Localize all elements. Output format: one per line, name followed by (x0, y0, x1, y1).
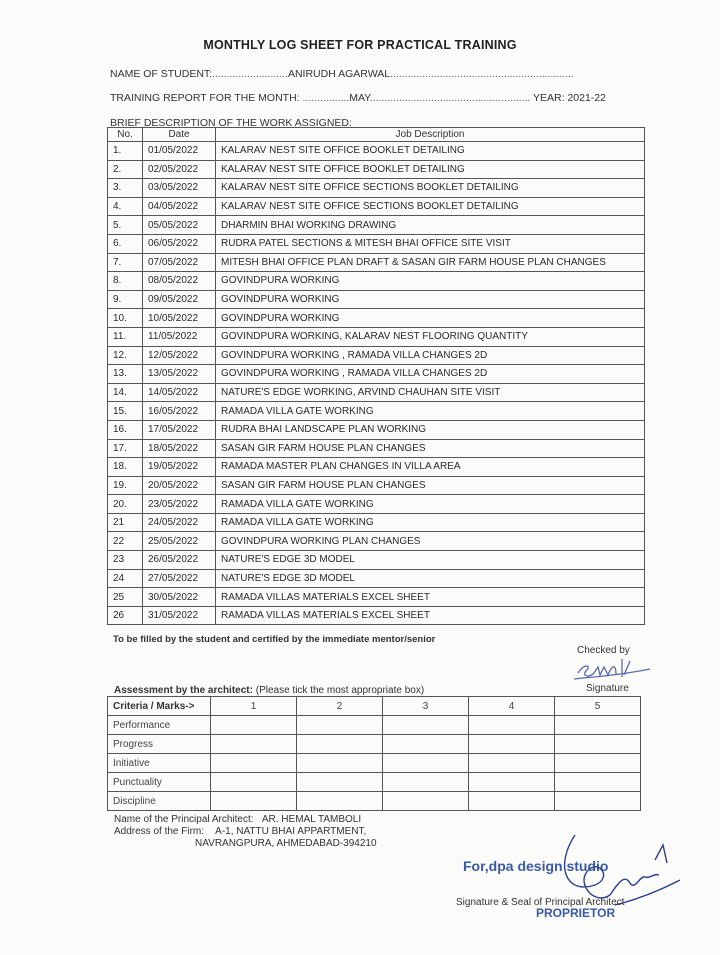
row-number: 5. (108, 216, 143, 235)
mark-box[interactable] (469, 716, 555, 735)
row-date: 18/05/2022 (143, 439, 216, 458)
row-date: 12/05/2022 (143, 346, 216, 365)
criteria-label: Punctuality (108, 773, 211, 792)
student-name-label: NAME OF STUDENT: (110, 68, 213, 80)
row-number: 26 (108, 606, 143, 625)
table-row (108, 309, 645, 328)
row-date: 30/05/2022 (143, 588, 216, 607)
mark-box[interactable] (211, 754, 297, 773)
row-date: 17/05/2022 (143, 420, 216, 439)
row-job-description: KALARAV NEST SITE OFFICE BOOKLET DETAILING (216, 160, 645, 179)
mark-box[interactable] (297, 773, 383, 792)
signature-seal-label: Signature & Seal of Principal Architect (456, 897, 625, 908)
principal-line (114, 814, 361, 825)
table-row (108, 569, 645, 588)
table-row (108, 383, 645, 402)
table-row (108, 439, 645, 458)
assessment-row-performance (108, 716, 641, 735)
row-job-description: NATURE'S EDGE 3D MODEL (216, 551, 645, 570)
year-value: 2021-22 (567, 92, 606, 104)
row-job-description: NATURE'S EDGE 3D MODEL (216, 569, 645, 588)
row-date: 06/05/2022 (143, 234, 216, 253)
student-name-line: NAME OF STUDENT:..........................ANIRUDH AGARWAL............................................................... (110, 68, 574, 80)
mark-box[interactable] (297, 716, 383, 735)
table-row (108, 532, 645, 551)
mark-box[interactable] (469, 773, 555, 792)
row-date: 09/05/2022 (143, 290, 216, 309)
row-date: 31/05/2022 (143, 606, 216, 625)
assessment-row-initiative (108, 754, 641, 773)
mentor-signature (572, 655, 652, 685)
assessment-heading (114, 685, 424, 696)
table-row (108, 551, 645, 570)
signature-label: Signature (586, 683, 629, 694)
row-job-description: RAMADA VILLA GATE WORKING (216, 402, 645, 421)
mark-4: 4 (469, 697, 555, 716)
row-date: 25/05/2022 (143, 532, 216, 551)
row-job-description: RAMADA VILLA GATE WORKING (216, 495, 645, 514)
criteria-label: Initiative (108, 754, 211, 773)
table-row (108, 327, 645, 346)
table-row (108, 216, 645, 235)
row-job-description: SASAN GIR FARM HOUSE PLAN CHANGES (216, 476, 645, 495)
row-date: 02/05/2022 (143, 160, 216, 179)
header-no: No. (108, 128, 143, 142)
row-number: 22 (108, 532, 143, 551)
row-number: 24 (108, 569, 143, 588)
mark-box[interactable] (383, 773, 469, 792)
row-number: 21 (108, 513, 143, 532)
principal-label: Name of the Principal Architect: (114, 814, 254, 825)
row-date: 10/05/2022 (143, 309, 216, 328)
mark-box[interactable] (555, 735, 641, 754)
row-number: 3. (108, 179, 143, 198)
table-row (108, 495, 645, 514)
table-row (108, 365, 645, 384)
criteria-label: Progress (108, 735, 211, 754)
row-job-description: GOVINDPURA WORKING , RAMADA VILLA CHANGES 2D (216, 365, 645, 384)
checked-by-label: Checked by (577, 645, 630, 656)
row-job-description: GOVINDPURA WORKING (216, 272, 645, 291)
table-row (108, 346, 645, 365)
mark-box[interactable] (383, 754, 469, 773)
row-date: 16/05/2022 (143, 402, 216, 421)
mark-box[interactable] (383, 716, 469, 735)
assessment-row-progress (108, 735, 641, 754)
table-row (108, 458, 645, 477)
row-number: 9. (108, 290, 143, 309)
row-number: 7. (108, 253, 143, 272)
row-job-description: GOVINDPURA WORKING (216, 309, 645, 328)
row-date: 24/05/2022 (143, 513, 216, 532)
table-row (108, 513, 645, 532)
mark-box[interactable] (211, 792, 297, 811)
table-row (108, 606, 645, 625)
mark-box[interactable] (297, 735, 383, 754)
header-job-description: Job Description (216, 128, 645, 142)
mark-box[interactable] (383, 792, 469, 811)
report-month-line: TRAINING REPORT FOR THE MONTH: ................MAY....................................................... YEAR: 2021-22 (110, 92, 606, 104)
row-number: 2. (108, 160, 143, 179)
row-number: 15. (108, 402, 143, 421)
row-job-description: GOVINDPURA WORKING PLAN CHANGES (216, 532, 645, 551)
page-title: MONTHLY LOG SHEET FOR PRACTICAL TRAINING (203, 38, 517, 52)
table-row (108, 179, 645, 198)
mark-1: 1 (211, 697, 297, 716)
mark-box[interactable] (211, 716, 297, 735)
mark-3: 3 (383, 697, 469, 716)
principal-value: AR. HEMAL TAMBOLI (261, 814, 362, 825)
row-number: 1. (108, 142, 143, 161)
mark-box[interactable] (211, 773, 297, 792)
mark-2: 2 (297, 697, 383, 716)
mark-box[interactable] (555, 754, 641, 773)
row-date: 14/05/2022 (143, 383, 216, 402)
mark-box[interactable] (297, 754, 383, 773)
assessment-header-row (108, 697, 641, 716)
row-date: 26/05/2022 (143, 551, 216, 570)
row-number: 20. (108, 495, 143, 514)
row-number: 17. (108, 439, 143, 458)
mark-box[interactable] (555, 716, 641, 735)
firm-stamp: For,dpa design studio (463, 858, 609, 874)
table-row (108, 160, 645, 179)
log-table-body (108, 142, 645, 625)
mark-box[interactable] (555, 773, 641, 792)
row-job-description: RAMADA VILLAS MATERIALS EXCEL SHEET (216, 606, 645, 625)
row-number: 12. (108, 346, 143, 365)
row-job-description: MITESH BHAI OFFICE PLAN DRAFT & SASAN GIR FARM HOUSE PLAN CHANGES (216, 253, 645, 272)
row-job-description: NATURE'S EDGE WORKING, ARVIND CHAUHAN SITE VISIT (216, 383, 645, 402)
row-number: 14. (108, 383, 143, 402)
brief-description-label: BRIEF DESCRIPTION OF THE WORK ASSIGNED: (110, 117, 352, 129)
table-row (108, 476, 645, 495)
row-date: 08/05/2022 (143, 272, 216, 291)
row-number: 10. (108, 309, 143, 328)
row-job-description: GOVINDPURA WORKING, KALARAV NEST FLOORING QUANTITY (216, 327, 645, 346)
fill-note: To be filled by the student and certified by the immediate mentor/senior (113, 634, 436, 645)
row-number: 8. (108, 272, 143, 291)
table-row (108, 234, 645, 253)
assessment-row-punctuality (108, 773, 641, 792)
assessment-row-discipline (108, 792, 641, 811)
row-date: 20/05/2022 (143, 476, 216, 495)
row-number: 6. (108, 234, 143, 253)
row-job-description: KALARAV NEST SITE OFFICE SECTIONS BOOKLET DETAILING (216, 197, 645, 216)
report-month-label: TRAINING REPORT FOR THE MONTH: (110, 92, 300, 104)
row-job-description: GOVINDPURA WORKING , RAMADA VILLA CHANGES 2D (216, 346, 645, 365)
row-job-description: RUDRA PATEL SECTIONS & MITESH BHAI OFFICE SITE VISIT (216, 234, 645, 253)
row-number: 4. (108, 197, 143, 216)
firm-address-line2: NAVRANGPURA, AHMEDABAD-394210 (195, 838, 377, 849)
firm-address-line (114, 826, 366, 837)
mark-box[interactable] (469, 792, 555, 811)
report-month-value: MAY (349, 92, 370, 104)
mark-box[interactable] (383, 735, 469, 754)
table-row (108, 142, 645, 161)
row-job-description: KALARAV NEST SITE OFFICE BOOKLET DETAILING (216, 142, 645, 161)
row-date: 27/05/2022 (143, 569, 216, 588)
table-row (108, 420, 645, 439)
row-date: 13/05/2022 (143, 365, 216, 384)
mark-5: 5 (555, 697, 641, 716)
mark-box[interactable] (469, 754, 555, 773)
row-date: 07/05/2022 (143, 253, 216, 272)
assessment-table (107, 696, 641, 811)
row-date: 23/05/2022 (143, 495, 216, 514)
row-date: 03/05/2022 (143, 179, 216, 198)
row-number: 11. (108, 327, 143, 346)
row-job-description: GOVINDPURA WORKING (216, 290, 645, 309)
mark-box[interactable] (469, 735, 555, 754)
header-date: Date (143, 128, 216, 142)
row-job-description: RAMADA VILLA GATE WORKING (216, 513, 645, 532)
proprietor-stamp: PROPRIETOR (536, 906, 616, 920)
table-row (108, 272, 645, 291)
row-date: 11/05/2022 (143, 327, 216, 346)
row-number: 16. (108, 420, 143, 439)
mark-box[interactable] (211, 735, 297, 754)
row-job-description: RAMADA MASTER PLAN CHANGES IN VILLA AREA (216, 458, 645, 477)
firm-address-label: Address of the Firm: (114, 826, 205, 837)
row-number: 19. (108, 476, 143, 495)
row-number: 23 (108, 551, 143, 570)
table-row (108, 253, 645, 272)
log-table (107, 127, 645, 625)
table-row (108, 197, 645, 216)
criteria-marks-header: Criteria / Marks-> (108, 697, 211, 716)
mark-box[interactable] (297, 792, 383, 811)
row-date: 05/05/2022 (143, 216, 216, 235)
row-job-description: RUDRA BHAI LANDSCAPE PLAN WORKING (216, 420, 645, 439)
row-date: 04/05/2022 (143, 197, 216, 216)
row-job-description: KALARAV NEST SITE OFFICE SECTIONS BOOKLET DETAILING (216, 179, 645, 198)
row-job-description: DHARMIN BHAI WORKING DRAWING (216, 216, 645, 235)
year-label: YEAR: (533, 92, 565, 104)
log-table-header (108, 128, 645, 142)
row-number: 25 (108, 588, 143, 607)
row-job-description: RAMADA VILLAS MATERIALS EXCEL SHEET (216, 588, 645, 607)
firm-address-line1: A-1, NATTU BHAI APPARTMENT, (215, 826, 367, 837)
table-row (108, 290, 645, 309)
row-date: 01/05/2022 (143, 142, 216, 161)
mark-box[interactable] (555, 792, 641, 811)
table-row (108, 588, 645, 607)
criteria-label: Performance (108, 716, 211, 735)
student-name-value: ANIRUDH AGARWAL (287, 68, 391, 80)
table-row (108, 402, 645, 421)
assessment-instruction: (Please tick the most appropriate box) (255, 685, 425, 696)
criteria-label: Discipline (108, 792, 211, 811)
row-date: 19/05/2022 (143, 458, 216, 477)
row-number: 13. (108, 365, 143, 384)
row-job-description: SASAN GIR FARM HOUSE PLAN CHANGES (216, 439, 645, 458)
row-number: 18. (108, 458, 143, 477)
assessment-label: Assessment by the architect: (114, 685, 253, 696)
